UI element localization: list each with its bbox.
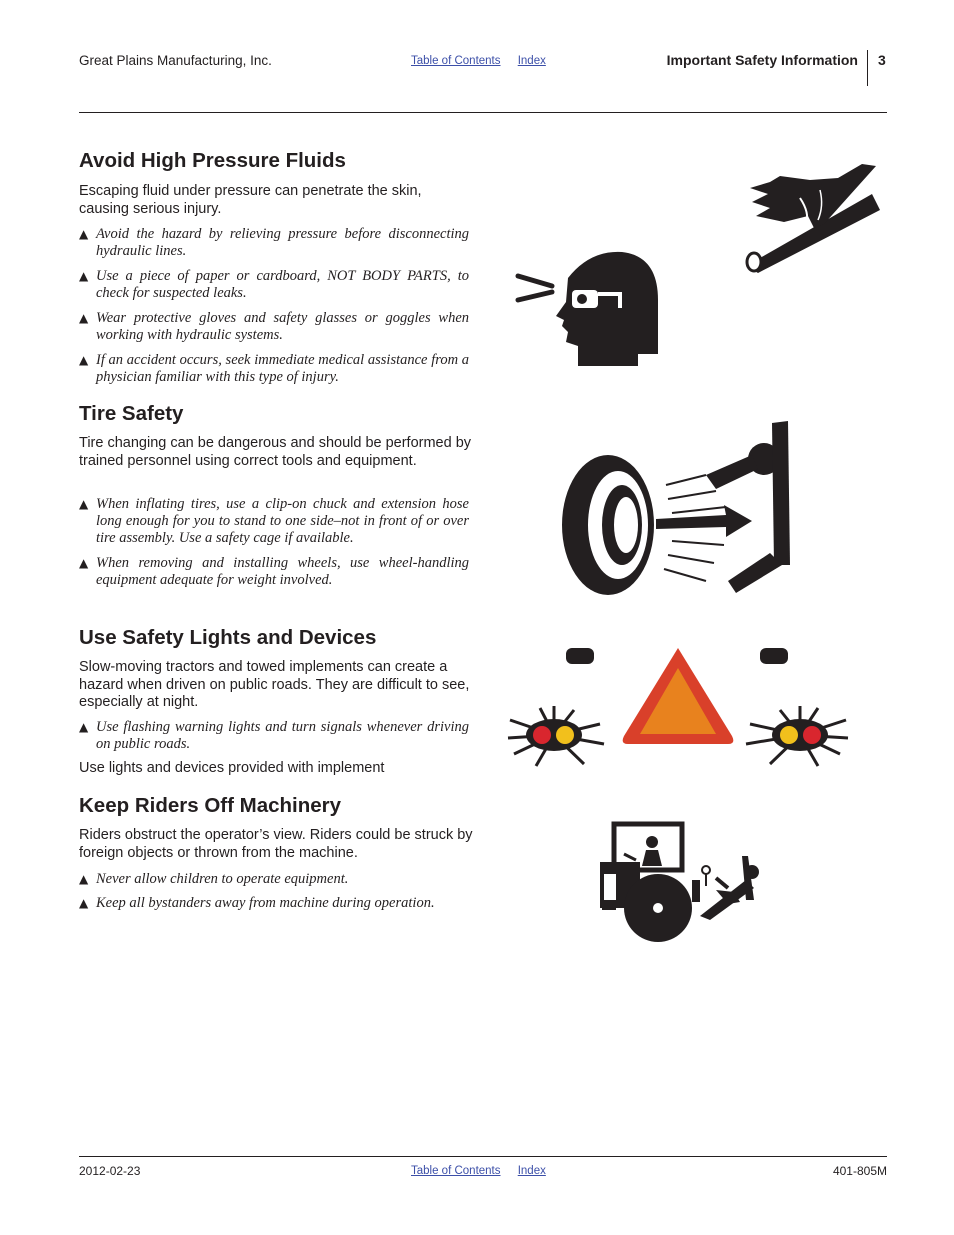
right-lamp-housing-icon [760,648,788,664]
bullet-triangle-icon: ▲ [79,353,89,367]
section-intro-riders: Riders obstruct the operator’s view. Riders could be struck by foreign objects or thrown from the machine. [79,827,473,861]
footer-nav-links [411,1165,546,1177]
slow-moving-vehicle-emblem-icon [623,648,734,744]
hand-pressure-leak-icon [740,158,880,273]
bullet-triangle-icon: ▲ [79,227,89,241]
bullet-item: ▲ When removing and installing wheels, use wheel-handling equipment adequate for weight involved. [79,555,469,588]
section-intro-safety-lights: Slow-moving tractors and towed implements can create a hazard when driven on public roads. They are difficult to see, especially at night. [79,659,470,710]
footer-document-number: 401-805M [832,1164,887,1178]
bullet-item: ▲ Keep all bystanders away from machine during operation. [79,895,435,911]
footer-index-link[interactable]: Index [517,1165,546,1177]
safety-lights-devices-icon [500,640,855,770]
footer-rule [79,1156,887,1157]
section-outro-safety-lights: Use lights and devices provided with implement [79,760,385,776]
left-lamp-housing-icon [566,648,594,664]
bullet-triangle-icon: ▲ [79,720,89,734]
bullet-triangle-icon: ▲ [79,311,89,325]
tire-explosion-icon [556,415,796,597]
section-title-safety-lights: Use Safety Lights and Devices [79,626,377,649]
tractor-rider-falling-icon [596,820,766,944]
bullet-triangle-icon: ▲ [79,269,89,283]
bullet-triangle-icon: ▲ [79,556,89,570]
section-intro-high-pressure: Escaping fluid under pressure can penetrate the skin, causing serious injury. [79,183,422,217]
bullet-item: ▲ Never allow children to operate equipment. [79,871,349,887]
header-toc-link[interactable]: Table of Contents [411,55,501,67]
section-title-tire-safety: Tire Safety [79,402,184,425]
bullet-item: ▲ Use flashing warning lights and turn signals whenever driving on public roads. [79,719,469,752]
flashing-warning-light-icon [746,706,848,766]
bullet-triangle-icon: ▲ [79,896,89,910]
footer-toc-link[interactable]: Table of Contents [411,1165,501,1177]
section-intro-tire-safety: Tire changing can be dangerous and should be performed by trained personnel using correct tools and equipment. [79,435,472,469]
bullet-item: ▲ Use a piece of paper or cardboard, NOT BODY PARTS, to check for suspected leaks. [79,268,469,301]
face-safety-goggles-icon [512,250,662,368]
header-section-title: Important Safety Information [666,52,858,68]
flashing-warning-light-icon [508,706,604,766]
footer-date: 2012-02-23 [79,1164,141,1178]
bullet-triangle-icon: ▲ [79,497,89,511]
header-index-link[interactable]: Index [517,55,546,67]
header-rule [79,112,887,113]
header-nav-links [411,55,546,67]
bullet-triangle-icon: ▲ [79,872,89,886]
bullet-item: ▲ When inflating tires, use a clip-on chuck and extension hose long enough for you to stand to one side–not in front of or over tire assembly. Use a safety cage if available. [79,496,469,546]
header-company-name: Great Plains Manufacturing, Inc. [79,53,272,68]
bullet-item: ▲ Avoid the hazard by relieving pressure before disconnecting hydraulic lines. [79,226,469,259]
page-number: 3 [878,52,886,68]
header-divider [867,50,868,86]
bullet-item: ▲ Wear protective gloves and safety glasses or goggles when working with hydraulic systems. [79,310,469,343]
section-title-riders: Keep Riders Off Machinery [79,794,342,817]
bullet-item: ▲ If an accident occurs, seek immediate medical assistance from a physician familiar with this type of injury. [79,352,469,385]
section-title-high-pressure: Avoid High Pressure Fluids [79,149,346,172]
